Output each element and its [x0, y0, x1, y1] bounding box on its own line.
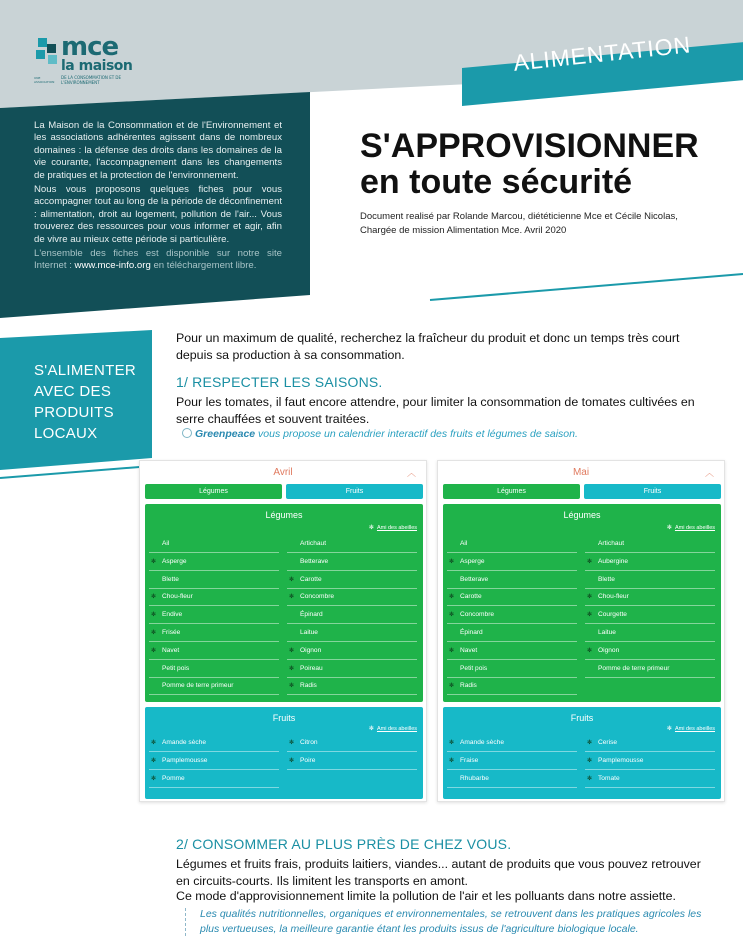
calendar-item[interactable] [287, 642, 417, 660]
bee-icon: ✻ [587, 740, 593, 746]
calendar-item[interactable] [287, 752, 417, 770]
calendar-item-label: Cerise [598, 739, 618, 746]
calendar-item-label: Oignon [598, 646, 620, 654]
calendar-item-label: Courgette [598, 611, 627, 619]
bee-icon: ✻ [449, 594, 455, 601]
calendar-item[interactable] [149, 770, 279, 788]
calendar-item-label: Chou-fleur [598, 593, 629, 601]
bee-friendly-link[interactable]: ✻ Ami des abeilles [666, 525, 715, 531]
month-label: Avril [273, 467, 293, 478]
bee-icon: ✻ [289, 594, 295, 601]
bee-icon: ✻ [666, 726, 672, 732]
calendar-item-label: Épinard [460, 629, 483, 636]
calendar-item-label: Chou-fleur [162, 593, 193, 601]
chevron-up-icon[interactable]: ︿ [704, 469, 714, 479]
chevron-up-icon[interactable]: ︿ [406, 469, 416, 479]
bee-icon: ✻ [289, 740, 295, 746]
calendar-item[interactable] [447, 624, 577, 642]
calendar-item[interactable] [447, 660, 577, 678]
calendar-item[interactable] [585, 588, 715, 606]
calendar-item[interactable] [149, 660, 279, 678]
calendar-item[interactable] [287, 571, 417, 589]
calendar-item-label: Carotte [300, 575, 322, 583]
calendar-item-label: Rhubarbe [460, 774, 489, 782]
bee-icon: ✻ [587, 558, 593, 565]
calendar-item-label: Citron [300, 739, 318, 746]
calendar-item[interactable] [585, 571, 715, 589]
logo-name: mce [61, 32, 119, 62]
bee-icon: ✻ [449, 612, 455, 619]
calendar-item[interactable] [447, 606, 577, 624]
tab-fruits[interactable]: Fruits [584, 484, 721, 499]
calendar-card-may [437, 460, 725, 802]
calendar-item-label: Asperge [162, 557, 187, 565]
calendar-item-label: Pomme de terre primeur [162, 682, 234, 690]
calendar-item-label: Amande sèche [460, 739, 504, 746]
banner-label: ALIMENTATION [512, 31, 693, 76]
calendar-item[interactable] [585, 535, 715, 553]
calendar-item-label: Laitue [300, 629, 318, 636]
intro-block [34, 120, 282, 275]
calendar-item[interactable] [585, 770, 715, 788]
bee-icon: ✻ [151, 612, 157, 619]
calendar-item-label: Artichaut [300, 540, 327, 547]
calendar-item-label: Frisée [162, 629, 181, 636]
panel-title: Légumes [563, 510, 601, 520]
bee-icon: ✻ [289, 665, 295, 672]
title-line-1: S'APPROVISIONNER [360, 127, 699, 165]
bee-icon: ✻ [449, 740, 455, 746]
calendar-item[interactable] [149, 677, 279, 695]
calendar-item-label: Aubergine [598, 557, 629, 565]
calendar-item[interactable] [585, 642, 715, 660]
logo-small: UNE ASSOCIATION [34, 76, 55, 84]
bee-friendly-link[interactable]: ✻ Ami des abeilles [368, 525, 417, 531]
vegetables-panel [145, 504, 423, 702]
calendar-item[interactable] [447, 734, 577, 752]
panel-title: Fruits [272, 713, 296, 723]
logo-subtitle: la maison [61, 58, 133, 74]
calendar-item[interactable] [447, 588, 577, 606]
calendar-item-label: Betterave [460, 575, 489, 583]
calendar-item[interactable] [287, 588, 417, 606]
bee-icon: ✻ [587, 594, 593, 601]
calendar-item[interactable] [149, 752, 279, 770]
calendar-item[interactable] [149, 734, 279, 752]
calendar-item-label: Concombre [300, 593, 335, 601]
bee-icon: ✻ [151, 757, 157, 764]
bee-icon: ✻ [289, 683, 295, 690]
heading-seasons: 1/ RESPECTER LES SAISONS. [176, 374, 383, 390]
bee-icon: ✻ [289, 576, 295, 583]
bee-friendly-link[interactable]: ✻ Ami des abeilles [368, 726, 417, 732]
calendar-item-label: Radis [460, 682, 477, 690]
calendar-item-label: Petit pois [162, 664, 190, 672]
quote-bar [185, 908, 188, 936]
calendar-item-label: Ail [162, 540, 170, 547]
bee-icon: ✻ [587, 647, 593, 654]
calendar-item[interactable] [287, 624, 417, 642]
intro-paragraph-2: Nous vous proposons quelques fiches pour vous accompagner tout au long de la période de déconfinement : alimentation, droit au logement, pollution de l'air... Vous trouverez des ressources pour vous informer et agir, afin de vivre au mieux cette période si particulière. [34, 184, 283, 245]
calendar-item-label: Pamplemousse [598, 756, 644, 764]
calendar-item-label: Blette [598, 575, 615, 583]
calendar-item[interactable] [447, 535, 577, 553]
calendar-item-label: Betterave [300, 557, 329, 565]
globe-icon [182, 428, 192, 438]
calendar-item[interactable] [149, 624, 279, 642]
calendar-item-label: Asperge [460, 557, 485, 565]
vegetables-panel [443, 504, 721, 702]
calendar-item[interactable] [149, 571, 279, 589]
bee-icon: ✻ [151, 594, 157, 601]
calendar-item-label: Concombre [460, 611, 495, 619]
calendar-item-label: Navet [460, 646, 478, 654]
calendar-item-label: Amande sèche [162, 739, 206, 746]
bee-icon: ✻ [587, 775, 593, 782]
greenpeace-link[interactable]: Greenpeace vous propose un calendrier interactif des fruits et légumes de saison. [182, 428, 578, 440]
calendar-item-label: Pomme de terre primeur [598, 664, 670, 672]
calendar-item-label: Radis [300, 682, 317, 690]
calendar-item-label: Petit pois [460, 664, 488, 672]
bee-icon: ✻ [368, 726, 374, 732]
calendar-item-label: Poire [300, 756, 316, 764]
fruits-panel [443, 707, 721, 799]
calendar-item-label: Épinard [300, 611, 323, 619]
calendar-item[interactable] [287, 606, 417, 624]
intro-paragraph-3: L'ensemble des fiches est disponible sur notre site Internet : www.mce-info.org en téléchargement libre. [34, 248, 282, 272]
calendar-item-label: Ail [460, 540, 468, 547]
calendar-item[interactable] [287, 553, 417, 571]
calendar-item-label: Navet [162, 646, 180, 654]
calendar-item[interactable] [585, 606, 715, 624]
lead-paragraph: Pour un maximum de qualité, recherchez la fraîcheur du produit et donc un temps très court depuis sa production à sa consommation. [176, 331, 680, 362]
calendar-item-label: Pomme [162, 774, 185, 782]
calendar-item[interactable] [585, 734, 715, 752]
calendar-item-label: Fraise [460, 756, 479, 764]
calendar-item[interactable] [447, 571, 577, 589]
heading-local: 2/ CONSOMMER AU PLUS PRÈS DE CHEZ VOUS. [176, 836, 512, 852]
bee-friendly-link[interactable]: ✻ Ami des abeilles [666, 726, 715, 732]
calendar-item[interactable] [447, 642, 577, 660]
panel-title: Légumes [265, 510, 303, 520]
calendar-item-label: Carotte [460, 593, 482, 601]
tab-vegetables[interactable]: Légumes [145, 484, 282, 499]
bee-icon: ✻ [289, 647, 295, 654]
calendar-item[interactable] [287, 734, 417, 752]
bee-icon: ✻ [666, 525, 672, 531]
calendar-card-april [139, 460, 427, 802]
site-link[interactable]: www.mce-info.org [74, 260, 151, 272]
calendar-item-label: Laitue [598, 629, 616, 636]
local-paragraph-1: Légumes et fruits frais, produits laitiers, viandes... autant de produits que vous pouvez retrouver en circuits-courts. Ils limitent les transports en amont. [176, 857, 701, 888]
mce-logo [34, 34, 144, 94]
calendar-item[interactable] [149, 535, 279, 553]
calendar-item[interactable] [447, 770, 577, 788]
calendar-item[interactable] [149, 588, 279, 606]
bee-icon: ✻ [449, 558, 455, 565]
calendar-item[interactable] [447, 677, 577, 695]
bee-icon: ✻ [449, 757, 455, 764]
calendar-item-label: Oignon [300, 646, 322, 654]
calendar-item[interactable] [287, 660, 417, 678]
bee-icon: ✻ [151, 775, 157, 782]
calendar-item[interactable] [149, 553, 279, 571]
bee-icon: ✻ [151, 647, 157, 654]
tab-fruits[interactable]: Fruits [286, 484, 423, 499]
section-label: S'ALIMENTER AVEC DES PRODUITS LOCAUX [34, 362, 137, 442]
month-label: Mai [572, 467, 590, 478]
calendar-item[interactable] [585, 752, 715, 770]
bee-icon: ✻ [587, 757, 593, 764]
bee-icon: ✻ [151, 558, 157, 565]
calendar-item-label: Tomate [598, 774, 620, 782]
calendar-item[interactable] [585, 624, 715, 642]
calendar-item[interactable] [447, 553, 577, 571]
calendar-item[interactable] [287, 677, 417, 695]
calendar-item-label: Artichaut [598, 540, 625, 547]
calendar-item[interactable] [585, 660, 715, 678]
bee-icon: ✻ [587, 612, 593, 619]
bee-icon: ✻ [151, 740, 157, 746]
calendar-item-label: Poireau [300, 664, 323, 672]
calendar-item-label: Endive [162, 611, 183, 619]
bee-icon: ✻ [151, 630, 157, 636]
local-paragraph-2: Ce mode d'approvisionnement limite la pollution de l'air et les polluants dans notre assiette. [176, 889, 676, 903]
page-title [360, 128, 699, 200]
title-line-2: en toute sécurité [360, 163, 633, 201]
calendar-item-label: Blette [162, 575, 179, 583]
calendar-item[interactable] [287, 535, 417, 553]
intro-paragraph-1: La Maison de la Consommation et de l'Environnement et les associations adhérentes agissent dans de nombreux domaines : la défense des droits dans les domaines de la vie courante, l'accompagnement dans les changements de pratiques et la protection de l'environnement. [34, 120, 282, 181]
bee-icon: ✻ [449, 683, 455, 690]
bee-icon: ✻ [289, 757, 295, 764]
document-credit: Document realisé par Rolande Marcou, diététicienne Mce et Cécile Nicolas, Chargée de mission Alimentation Mce. Avril 2020 [360, 211, 678, 236]
seasons-paragraph: Pour les tomates, il faut encore attendre, pour limiter la consommation de tomates cultivées en serre chauffées et souvent traitées. [176, 395, 695, 426]
tab-vegetables[interactable]: Légumes [443, 484, 580, 499]
calendar-item[interactable] [447, 752, 577, 770]
bee-icon: ✻ [368, 525, 374, 531]
calendar-item[interactable] [585, 553, 715, 571]
quote-text: Les qualités nutritionnelles, organiques et environnementales, se retrouvent dans les pratiques agricoles les plus vertueuses, la meilleure garantie étant les produits issus de l'agriculture biologique locale. [200, 908, 702, 935]
fruits-panel [145, 707, 423, 799]
calendar-item[interactable] [149, 606, 279, 624]
calendar-item-label: Pamplemousse [162, 756, 208, 764]
logo-tagline: DE LA CONSOMMATION ET DE L'ENVIRONNEMENT [61, 75, 122, 85]
bee-icon: ✻ [449, 647, 455, 654]
panel-title: Fruits [570, 713, 594, 723]
calendar-item[interactable] [149, 642, 279, 660]
